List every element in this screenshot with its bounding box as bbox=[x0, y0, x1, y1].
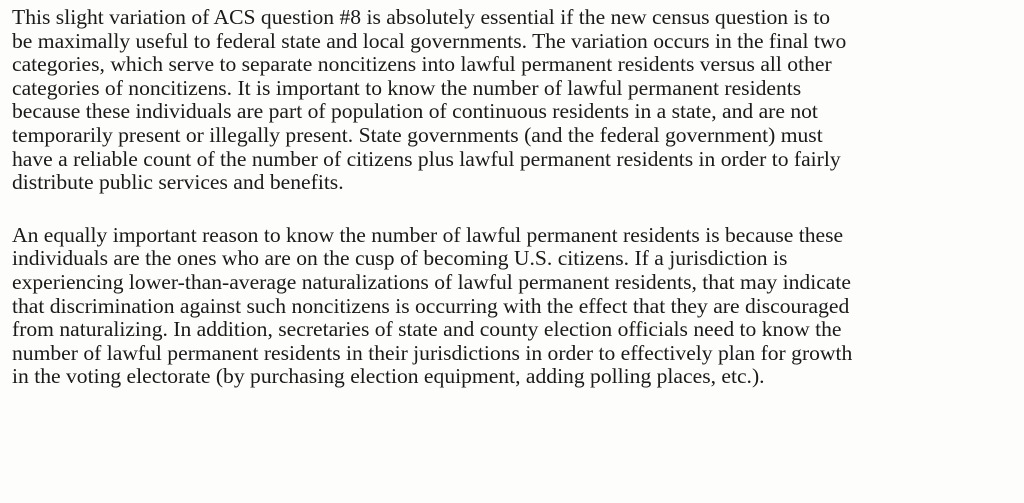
text-line: individuals are the ones who are on the cusp of becoming U.S. citizens. If a jurisdiction is bbox=[12, 246, 788, 271]
text-line: distribute public services and benefits. bbox=[12, 170, 344, 195]
text-line: from naturalizing. In addition, secretaries of state and county election officials need to know the bbox=[12, 317, 842, 342]
text-line: because these individuals are part of population of continuous residents in a state, and are not bbox=[12, 99, 818, 124]
text-line: in the voting electorate (by purchasing election equipment, adding polling places, etc.). bbox=[12, 364, 765, 389]
text-line: categories of noncitizens. It is important to know the number of lawful permanent residents bbox=[12, 75, 802, 100]
text-line: experiencing lower-than-average naturalizations of lawful permanent residents, that may indicate bbox=[12, 269, 851, 294]
text-line: have a reliable count of the number of citizens plus lawful permanent residents in order to fairly bbox=[12, 146, 841, 171]
paragraph-spacer bbox=[12, 195, 1010, 224]
text-line: number of lawful permanent residents in their jurisdictions in order to effectively plan for growth bbox=[12, 340, 853, 365]
text-line: that discrimination against such noncitizens is occurring with the effect that they are discouraged bbox=[12, 293, 850, 318]
paragraph-1 bbox=[12, 6, 1010, 195]
paragraph-2 bbox=[12, 224, 1010, 389]
text-line: This slight variation of ACS question #8 is absolutely essential if the new census question is to bbox=[12, 5, 831, 29]
text-line: temporarily present or illegally present. State governments (and the federal government) must bbox=[12, 122, 823, 147]
text-line: categories, which serve to separate noncitizens into lawful permanent residents versus all other bbox=[12, 52, 832, 77]
text-line: An equally important reason to know the number of lawful permanent residents is because these bbox=[12, 222, 844, 247]
text-line: be maximally useful to federal state and local governments. The variation occurs in the final two bbox=[12, 28, 847, 53]
